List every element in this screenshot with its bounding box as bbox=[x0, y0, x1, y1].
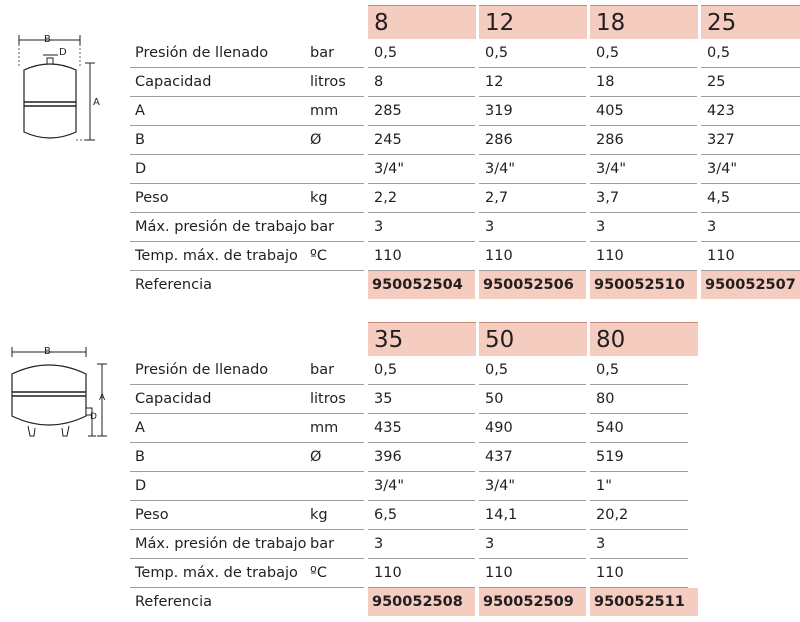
table-cell: 25 bbox=[707, 74, 726, 90]
table-row bbox=[130, 213, 800, 242]
row-unit: bar bbox=[310, 362, 335, 378]
row-label: Peso bbox=[135, 190, 169, 206]
column-gap bbox=[364, 126, 368, 155]
row-label: Referencia bbox=[135, 277, 213, 293]
column-gap bbox=[586, 501, 590, 530]
reference-code: 950052507 bbox=[701, 271, 800, 299]
table-cell: 3 bbox=[485, 219, 495, 235]
column-gap bbox=[697, 155, 701, 184]
column-gap bbox=[364, 414, 368, 443]
vessel-diagram-large bbox=[0, 342, 112, 450]
table-cell: 35 bbox=[374, 391, 393, 407]
column-gap bbox=[586, 184, 590, 213]
row-unit: mm bbox=[310, 420, 339, 436]
row-unit: bar bbox=[310, 45, 335, 61]
table-cell: 80 bbox=[596, 391, 615, 407]
column-gap bbox=[364, 213, 368, 242]
column-gap bbox=[364, 155, 368, 184]
reference-code: 950052504 bbox=[368, 271, 476, 299]
table-row bbox=[130, 39, 800, 68]
column-gap bbox=[586, 385, 590, 414]
column-gap bbox=[475, 356, 479, 385]
table-cell: 14,1 bbox=[485, 507, 518, 523]
row-unit: bar bbox=[310, 536, 335, 552]
column-gap bbox=[364, 184, 368, 213]
row-label: Capacidad bbox=[135, 74, 212, 90]
column-gap bbox=[364, 356, 368, 385]
column-gap bbox=[364, 242, 368, 271]
row-label: Referencia bbox=[135, 594, 213, 610]
row-unit: litros bbox=[310, 74, 346, 90]
column-gap bbox=[364, 501, 368, 530]
size-cell: 35 bbox=[368, 322, 476, 356]
row-label: Capacidad bbox=[135, 391, 212, 407]
reference-code: 950052509 bbox=[479, 588, 587, 616]
table-cell: 0,5 bbox=[374, 362, 398, 378]
column-gap bbox=[475, 501, 479, 530]
column-gap bbox=[697, 242, 701, 271]
column-gap bbox=[475, 530, 479, 559]
row-label: Temp. máx. de trabajo bbox=[135, 565, 298, 581]
row-unit: Ø bbox=[310, 449, 322, 465]
table-cell: 12 bbox=[485, 74, 504, 90]
table-row bbox=[130, 68, 800, 97]
dim-label-d: D bbox=[90, 412, 97, 422]
row-unit: bar bbox=[310, 219, 335, 235]
size-cell: 50 bbox=[479, 322, 587, 356]
table-cell: 110 bbox=[707, 248, 735, 264]
table-cell: 4,5 bbox=[707, 190, 731, 206]
column-gap bbox=[586, 97, 590, 126]
table-row bbox=[130, 559, 688, 588]
row-label: Peso bbox=[135, 507, 169, 523]
table-row bbox=[130, 356, 688, 385]
column-gap bbox=[364, 443, 368, 472]
column-gap bbox=[697, 97, 701, 126]
column-gap bbox=[475, 559, 479, 588]
table-cell: 3/4" bbox=[374, 478, 405, 494]
table-cell: 2,2 bbox=[374, 190, 398, 206]
column-gap bbox=[475, 472, 479, 501]
table-cell: 110 bbox=[374, 248, 402, 264]
table-row bbox=[130, 443, 688, 472]
table-cell: 0,5 bbox=[374, 45, 398, 61]
column-gap bbox=[697, 213, 701, 242]
table-cell: 423 bbox=[707, 103, 735, 119]
table-cell: 540 bbox=[596, 420, 624, 436]
table-cell: 3 bbox=[485, 536, 495, 552]
table-row bbox=[130, 501, 688, 530]
column-gap bbox=[586, 472, 590, 501]
table-cell: 405 bbox=[596, 103, 624, 119]
reference-row bbox=[130, 588, 688, 617]
size-cell: 18 bbox=[590, 5, 698, 39]
table-cell: 110 bbox=[596, 565, 624, 581]
table-cell: 3 bbox=[596, 536, 606, 552]
column-gap bbox=[364, 97, 368, 126]
table-row bbox=[130, 97, 800, 126]
table-cell: 0,5 bbox=[596, 45, 620, 61]
column-gap bbox=[586, 155, 590, 184]
column-gap bbox=[364, 530, 368, 559]
column-gap bbox=[475, 242, 479, 271]
row-label: Presión de llenado bbox=[135, 45, 269, 61]
column-gap bbox=[586, 356, 590, 385]
column-gap bbox=[475, 588, 479, 617]
table-row bbox=[130, 155, 800, 184]
table-cell: 110 bbox=[596, 248, 624, 264]
table-cell: 3/4" bbox=[596, 161, 627, 177]
table-cell: 396 bbox=[374, 449, 402, 465]
column-gap bbox=[586, 588, 590, 617]
table-cell: 519 bbox=[596, 449, 624, 465]
column-gap bbox=[586, 271, 590, 300]
table-cell: 0,5 bbox=[596, 362, 620, 378]
row-label: Temp. máx. de trabajo bbox=[135, 248, 298, 264]
table-row bbox=[130, 385, 688, 414]
reference-row bbox=[130, 271, 800, 300]
column-gap bbox=[364, 68, 368, 97]
table-cell: 3/4" bbox=[707, 161, 738, 177]
column-gap bbox=[586, 443, 590, 472]
column-gap bbox=[475, 385, 479, 414]
column-gap bbox=[586, 68, 590, 97]
column-gap bbox=[475, 213, 479, 242]
column-gap bbox=[364, 588, 368, 617]
reference-code: 950052511 bbox=[590, 588, 698, 616]
spec-rows bbox=[130, 39, 800, 303]
reference-code: 950052510 bbox=[590, 271, 698, 299]
table-cell: 327 bbox=[707, 132, 735, 148]
table-cell: 3/4" bbox=[485, 478, 516, 494]
table-cell: 20,2 bbox=[596, 507, 629, 523]
size-header-row bbox=[130, 5, 800, 39]
column-gap bbox=[364, 271, 368, 300]
column-gap bbox=[475, 155, 479, 184]
table-cell: 18 bbox=[596, 74, 615, 90]
reference-code: 950052508 bbox=[368, 588, 476, 616]
column-gap bbox=[697, 184, 701, 213]
row-label: A bbox=[135, 103, 145, 119]
table-cell: 8 bbox=[374, 74, 384, 90]
table-cell: 50 bbox=[485, 391, 504, 407]
row-unit: ºC bbox=[310, 565, 327, 581]
row-label: D bbox=[135, 161, 147, 177]
column-gap bbox=[475, 271, 479, 300]
dim-label-a: A bbox=[93, 97, 100, 108]
column-gap bbox=[475, 39, 479, 68]
table-cell: 3/4" bbox=[485, 161, 516, 177]
table-row bbox=[130, 530, 688, 559]
row-label: Presión de llenado bbox=[135, 362, 269, 378]
table-cell: 3/4" bbox=[374, 161, 405, 177]
row-label: B bbox=[135, 132, 145, 148]
table-cell: 3 bbox=[707, 219, 717, 235]
table-cell: 1" bbox=[596, 478, 612, 494]
column-gap bbox=[586, 530, 590, 559]
size-cell: 8 bbox=[368, 5, 476, 39]
size-cell: 12 bbox=[479, 5, 587, 39]
spec-rows bbox=[130, 356, 688, 618]
table-row bbox=[130, 242, 800, 271]
row-label: D bbox=[135, 478, 147, 494]
column-gap bbox=[364, 385, 368, 414]
row-label: A bbox=[135, 420, 145, 436]
column-gap bbox=[475, 184, 479, 213]
column-gap bbox=[475, 97, 479, 126]
reference-code: 950052506 bbox=[479, 271, 587, 299]
column-gap bbox=[697, 126, 701, 155]
row-unit: Ø bbox=[310, 132, 322, 148]
column-gap bbox=[475, 414, 479, 443]
row-unit: ºC bbox=[310, 248, 327, 264]
column-gap bbox=[697, 39, 701, 68]
table-cell: 3,7 bbox=[596, 190, 620, 206]
dim-label-b: B bbox=[44, 346, 51, 357]
table-cell: 319 bbox=[485, 103, 513, 119]
table-cell: 245 bbox=[374, 132, 402, 148]
spec-table-2 bbox=[130, 322, 800, 618]
column-gap bbox=[697, 68, 701, 97]
table-cell: 110 bbox=[485, 248, 513, 264]
size-cell: 25 bbox=[701, 5, 800, 39]
dim-label-a: A bbox=[99, 393, 106, 403]
table-row bbox=[130, 414, 688, 443]
table-cell: 437 bbox=[485, 449, 513, 465]
table-cell: 435 bbox=[374, 420, 402, 436]
table-cell: 285 bbox=[374, 103, 402, 119]
column-gap bbox=[364, 472, 368, 501]
spec-table-1 bbox=[130, 5, 800, 303]
table-cell: 0,5 bbox=[485, 362, 509, 378]
row-unit: litros bbox=[310, 391, 346, 407]
table-cell: 2,7 bbox=[485, 190, 509, 206]
table-cell: 110 bbox=[374, 565, 402, 581]
column-gap bbox=[475, 68, 479, 97]
column-gap bbox=[586, 213, 590, 242]
table-row bbox=[130, 126, 800, 155]
dim-label-d: D bbox=[59, 47, 67, 58]
row-unit: mm bbox=[310, 103, 339, 119]
table-cell: 0,5 bbox=[707, 45, 731, 61]
row-unit: kg bbox=[310, 190, 328, 206]
column-gap bbox=[475, 443, 479, 472]
column-gap bbox=[586, 39, 590, 68]
table-cell: 286 bbox=[596, 132, 624, 148]
table-row bbox=[130, 472, 688, 501]
column-gap bbox=[586, 242, 590, 271]
row-label: Máx. presión de trabajo bbox=[135, 536, 307, 552]
table-cell: 3 bbox=[374, 536, 384, 552]
table-row bbox=[130, 184, 800, 213]
row-label: Máx. presión de trabajo bbox=[135, 219, 307, 235]
column-gap bbox=[475, 126, 479, 155]
column-gap bbox=[364, 39, 368, 68]
table-cell: 490 bbox=[485, 420, 513, 436]
table-cell: 3 bbox=[596, 219, 606, 235]
table-cell: 286 bbox=[485, 132, 513, 148]
column-gap bbox=[586, 414, 590, 443]
dim-label-b: B bbox=[44, 34, 51, 45]
column-gap bbox=[586, 126, 590, 155]
column-gap bbox=[697, 271, 701, 300]
column-gap bbox=[586, 559, 590, 588]
size-header-row bbox=[130, 322, 800, 356]
vessel-diagram-small bbox=[0, 30, 110, 180]
table-cell: 3 bbox=[374, 219, 384, 235]
row-unit: kg bbox=[310, 507, 328, 523]
row-label: B bbox=[135, 449, 145, 465]
table-cell: 110 bbox=[485, 565, 513, 581]
size-cell: 80 bbox=[590, 322, 698, 356]
column-gap bbox=[364, 559, 368, 588]
table-cell: 0,5 bbox=[485, 45, 509, 61]
table-cell: 6,5 bbox=[374, 507, 398, 523]
